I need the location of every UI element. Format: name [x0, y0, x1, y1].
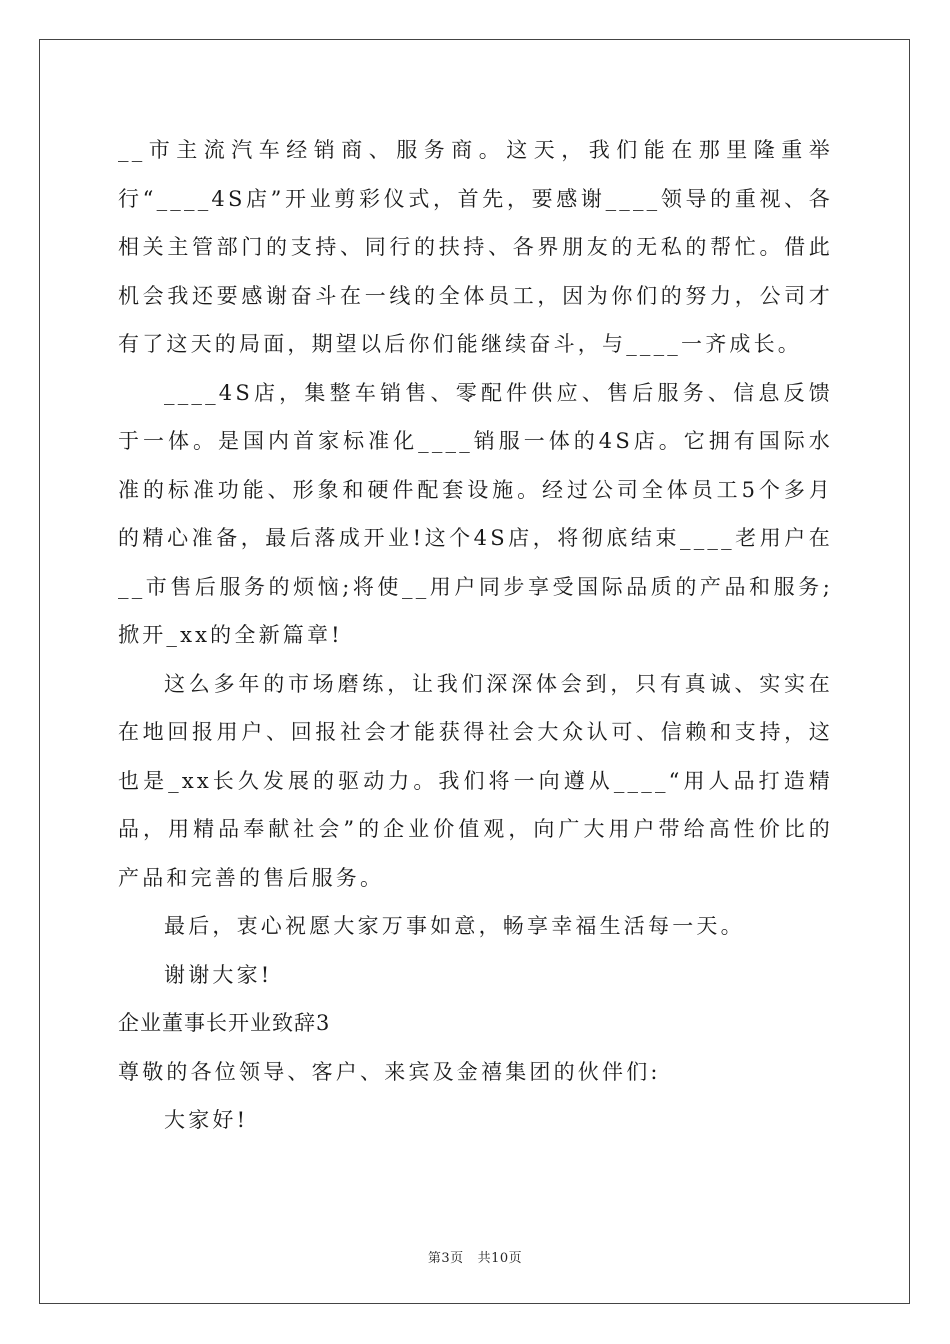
greeting: 大家好!: [164, 1108, 249, 1132]
paragraph-store-intro: ____4S店，集整车销售、零配件供应、售后服务、信息反馈于一体。是国内首家标准化____销服一体的4S店。它拥有国际水准的标准功能、形象和硬件配套设施。经过公司全体员工5个多月的精心准备，最后落成开业!这个4S店，将彻底结束____老用户在__市售后服务的烦恼;将使__用户同步享受国际品质的产品和服务;掀开_xx的全新篇章!: [118, 380, 833, 647]
page-current: 第3页: [427, 1251, 464, 1266]
paragraph-closing-wishes: 最后，衷心祝愿大家万事如意，畅享幸福生活每一天。: [164, 914, 745, 938]
section-heading: 企业董事长开业致辞3: [118, 1011, 331, 1035]
page-number: [0, 1247, 950, 1266]
document-body: [118, 126, 833, 1145]
paragraph-market-experience: 这么多年的市场磨练，让我们深深体会到，只有真诚、实实在在地回报用户、回报社会才能获得社会大众认可、信赖和支持，这也是_xx长久发展的驱动力。我们将一向遵从____“用人品打造精品，用精品奉献社会”的企业价值观，向广大用户带给高性价比的产品和完善的售后服务。: [118, 671, 833, 890]
salutation: 尊敬的各位领导、客户、来宾及金禧集团的伙伴们:: [118, 1059, 661, 1084]
paragraph-thanks: 谢谢大家!: [164, 962, 273, 987]
page-total: 共10页: [477, 1251, 523, 1266]
paragraph-continuation: __市主流汽车经销商、服务商。这天，我们能在那里隆重举行“____4S店”开业剪彩仪式，首先，要感谢____领导的重视、各相关主管部门的支持、同行的扶持、各界朋友的无私的帮忙。借此机会我还要感谢奋斗在一线的全体员工，因为你们的努力，公司才有了这天的局面，期望以后你们能继续奋斗，与____一齐成长。: [118, 138, 833, 356]
